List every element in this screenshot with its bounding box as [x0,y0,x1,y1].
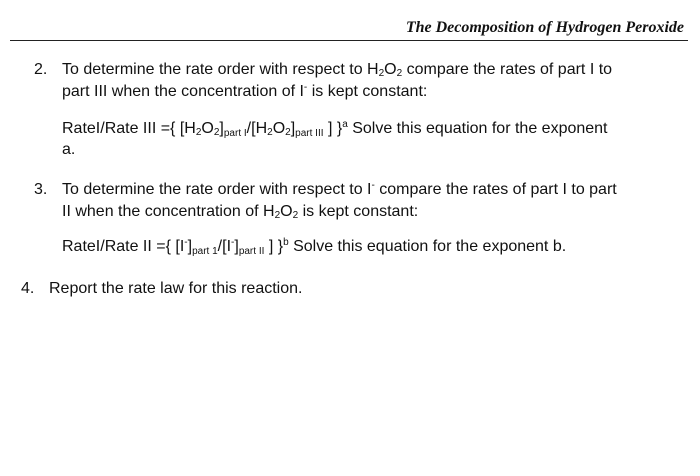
list-item-4 [21,278,681,300]
header-title: The Decomposition of Hydrogen Peroxide [405,19,684,36]
item-2-line-1: To determine the rate order with respect to $H_2O_2$ compare the rates of part I to [62,61,613,79]
item-number: 3. [34,181,48,198]
item-3-equation: RateI/Rate II ={ [I-]part 1/[I-]part II ] }$^b$ Solve this equation for the exponent b. [62,237,567,257]
list-item-2 [34,59,684,103]
header-rule [10,40,688,41]
item-number: 4. [21,280,35,297]
item-2-line-2: part III when the concentration of I- is kept constant: [62,82,428,100]
item-2-equation: RateI/Rate III ={ $[H_2O_2]part$ $I/[H_2O_2]part$ III ] }$^a$ Solve this equation for the exponent [62,119,608,139]
item-3-line-2: II when the concentration of $H_2O_2$ is kept constant: [62,203,419,221]
item-2-equation-line-2: a. [62,141,76,158]
list-item-3 [34,179,684,223]
item-4-text: Report the rate law for this reaction. [49,280,303,297]
item-number: 2. [34,61,48,78]
item-3-line-1: To determine the rate order with respect to I- compare the rates of part I to part [62,180,617,198]
